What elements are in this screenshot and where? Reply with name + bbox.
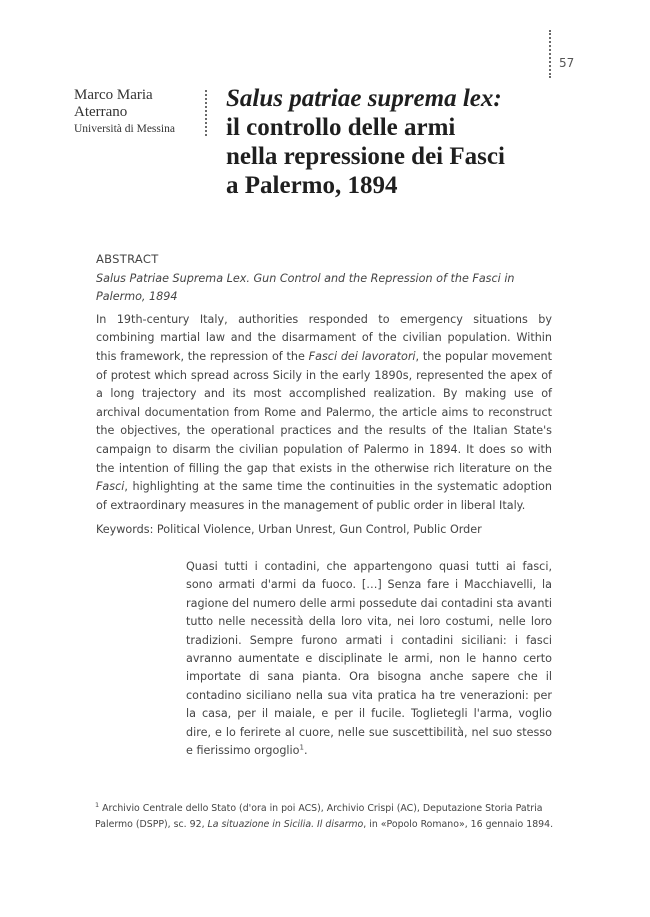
footnote-reference: 1 — [299, 743, 304, 752]
article-title — [226, 84, 616, 200]
abstract-english-title: Salus Patriae Suprema Lex. Gun Control and the Repression of the Fasci in Palermo, 1894 — [96, 271, 515, 304]
abstract-text: In 19th-century Italy, authorities responded to emergency situations by combining martial law and the disarmament of the civilian population. Within this framework, the repression of the — [96, 312, 552, 363]
footnote-marker: 1 — [95, 800, 100, 809]
block-quote-text: Quasi tutti i contadini, che appartengono quasi tutti ai fasci, sono armati d'armi da fuoco. […] Senza fare i Macchiavelli, la ragione del numero delle armi possedute dai contadini sta avanti tutto nelle necessità della loro vita, nei loro costumi, nelle loro tradizioni. Sempre furono armati i contadini siciliani: i fasci avranno aumentate e disciplinate le armi, non le hanno certo importate di sana pianta. Ora bisogna anche sapere che il contadino siciliano nella sua vita pratica ha tre venerazioni: per la casa, per il maiale, e per il fucile. Toglietegli l'arma, voglio dire, e lo ferirete al cuore, nelle sue suscettibilità, nel suo stesso e fierissimo orgoglio — [186, 560, 552, 758]
page-number-divider — [549, 30, 551, 78]
footnote-text — [75, 801, 555, 833]
abstract-body — [96, 311, 552, 516]
article-title-line-2: il controllo delle armi — [226, 114, 456, 141]
block-quote-end: . — [303, 744, 308, 758]
author-block — [74, 87, 204, 137]
abstract-text: , highlighting at the same time the continuities in the systematic adoption of extraordinary measures in the management of public order in liberal Italy. — [96, 480, 552, 512]
author-name-last: Aterrano — [74, 104, 128, 120]
abstract-text-italic: Fasci dei lavoratori — [308, 349, 416, 363]
author-name-first: Marco Maria — [74, 87, 153, 103]
block-quote — [186, 558, 552, 760]
article-title-line-4: a Palermo, 1894 — [226, 172, 398, 199]
abstract-text: , the popular movement of protest which spread across Sicily in the early 1890s, represented the apex of a long trajectory and its most accomplished realization. By making use of archival documentation from Rome and Palermo, the article aims to reconstruct the objectives, the operational practices and the results of the Italian State's campaign to disarm the civilian population of Palermo in 1894. It does so with the intention of filling the gap that exists in the otherwise rich literature on the — [96, 349, 552, 475]
article-title-line-3: nella repressione dei Fasci — [226, 143, 505, 170]
title-divider — [205, 90, 207, 136]
abstract-text-italic: Fasci — [96, 480, 125, 494]
article-title-line-1: Salus patriae suprema lex: — [226, 85, 502, 112]
footnote-text-italic: La situazione in Sicilia. Il disarmo — [207, 819, 364, 830]
abstract-section — [96, 250, 552, 540]
footnote — [75, 801, 555, 833]
abstract-keywords: Keywords: Political Violence, Urban Unrest, Gun Control, Public Order — [96, 523, 482, 537]
author-affiliation: Università di Messina — [74, 123, 175, 135]
abstract-heading: ABSTRACT — [96, 252, 159, 266]
footnote-text-part: , in «Popolo Romano», 16 gennaio 1894. — [363, 819, 554, 830]
page-number: 57 — [559, 56, 575, 70]
footnote-text-part: Archivio Centrale dello Stato (d'ora in poi ACS), Archivio Crispi (AC), Deputazione Storia Patria Palermo (DSPP), sc. 92, — [95, 803, 543, 830]
